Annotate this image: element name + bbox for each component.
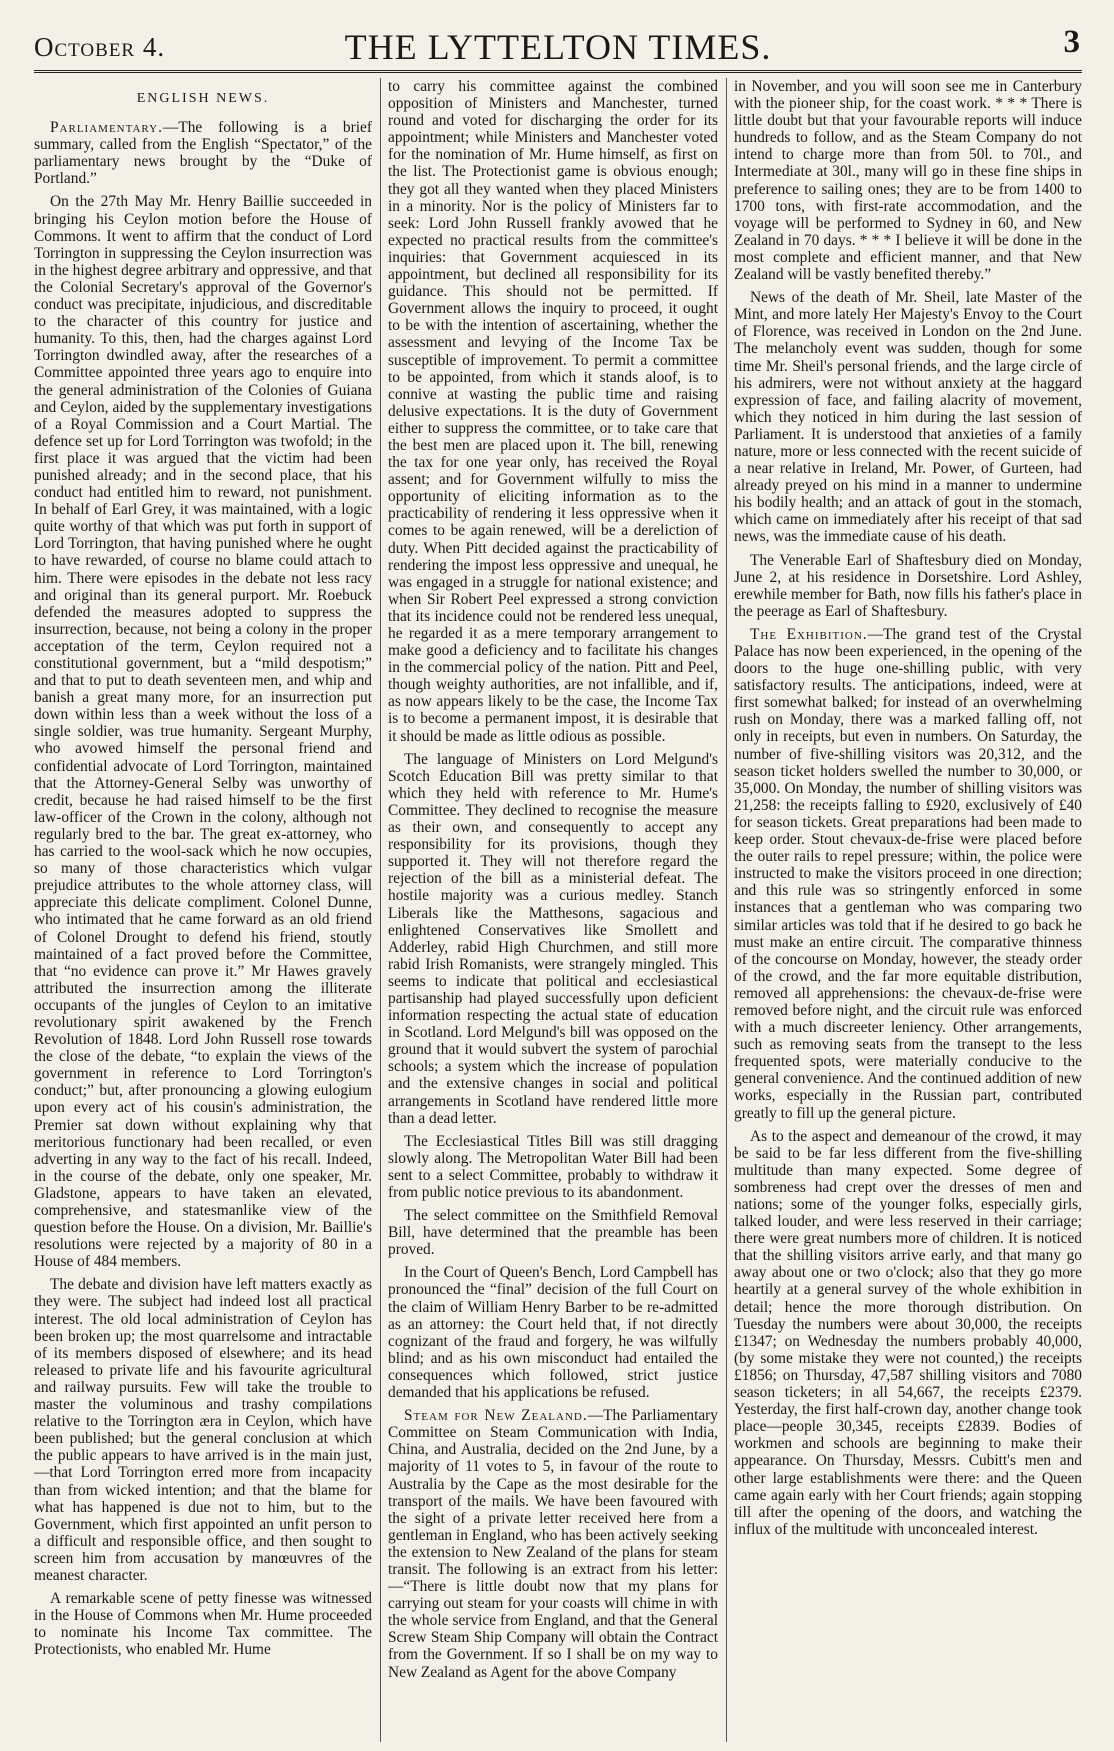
article-text: —The Parliamentary Committee on Steam Communication with India, China, and Australia, decided on the 2nd June, by a majority of 11 votes to 5, in favour of the route to Australia by the Cape as the most desirable for the transport of the mails. We have been favoured with the sight of a private letter received here from a gentleman in England, who has been actively seeking the extension to New Zealand of the plans for steam transit. The following is an extract from his letter:—“There is little doubt now that my plans for carrying out steam for your coasts will chime in with the whole service from England, and that the General Screw Steam Ship Company will obtain the Contract from the Government. If so I shall be on my way to New Zealand as Agent for the above Company bbox=[388, 1407, 718, 1681]
article-paragraph: The Ecclesiastical Titles Bill was still dragging slowly along. The Metropolitan Water Bill had been sent to a select Committee, probably to withdraw it from public notice previous to its abandonment. bbox=[388, 1132, 718, 1201]
article-paragraph: in November, and you will soon see me in Canterbury with the pioneer ship, for the coast work. * * * There is little doubt but that your favourable reports will induce hundreds to follow, and as the Steam Company do not intend to charge more than from 50l. to 70l., and Intermediate at 30l., many will go in these fine ships in preference to sailing ones; they are to be from 1400 to 1700 tons, with first-rate accommodation, and the voyage will be performed to Sydney in 60, and New Zealand in 70 days. * * * I believe it will be done in the most complete and efficient manner, and that New Zealand will be vastly benefited thereby.” bbox=[734, 78, 1082, 284]
article-paragraph bbox=[734, 626, 1082, 1122]
issue-date: October 4. bbox=[34, 32, 166, 62]
article-paragraph: to carry his committee against the combined opposition of Ministers and Manchester, turned round and voted for discharging the order for its appointment; while Ministers and Manchester voted for the nomination of Mr. Hume himself, as first on the list. The Protectionist game is obvious enough; they got all they wanted when they placed Ministers in a minority. Nor is the policy of Ministers far to seek: Lord John Russell frankly avowed that he expected no practical results from the committee's inquiries: that Government acquiesced in its appointment, but declined all responsibility for its guidance. This should not be permitted. If Government allows the inquiry to proceed, it ought to be with the intention of ascertaining, whether the assessment and levying of the Income Tax be susceptible of improvement. To permit a committee to be appointed, from which it stands aloof, is to connive at wasting the public time and raising delusive expectations. It is the duty of Government either to suppress the committee, or to take care that the best men are placed upon it. The bill, renewing the tax for one year only, has received the Royal assent; and for Government wilfully to miss the opportunity of eliciting information as to the practicability of rendering it less oppressive when it comes to be again renewed, will be a dereliction of duty. When Pitt decided against the practicability of rendering the impost less oppressive and unequal, he was engaged in a struggle for national existence; and when Sir Robert Peel expressed a strong conviction that its incidence could not be rendered less unequal, he regarded it as a mere temporary arrangement to make good a deficiency and to facilitate his changes in the commercial policy of the nation. Pitt and Peel, though weighty authorities, are not infallible, and if, as now appears likely to be the case, the Income Tax is to become a permanent impost, it is desirable that it should be made as little odious as possible. bbox=[388, 78, 718, 745]
article-text: —The following is a brief summary, called from the English “Spectator,” of the parliamentary news brought by the “Duke of Portland.” bbox=[34, 119, 372, 188]
article-paragraph: As to the aspect and demeanour of the crowd, it may be said to be far less different from the five-shilling multitude than many expected. Some degree of sombreness had crept over the dresses of men and nations; some of the younger folks, especially girls, talked louder, and were less reserved in their carriage; there were great numbers more of children. It is noticed that the shilling visitors arrive early, and that many go away about one or two o'clock; also that they go more heartily at a general survey of the whole exhibition in detail; hence the more thorough distribution. On Tuesday the numbers were about 30,000, the receipts £1347; on Wednesday the numbers probably 40,000, (by some mistake they were not counted,) the receipts £1856; on Thursday, 47,587 shilling visitors and 7080 season ticketers; in all 54,667, the receipts £2379. Yesterday, the first half-crown day, another change took place—people 30,345, receipts £2839. Bodies of workmen and schools are beginning to make their appearance. On Thursday, Messrs. Cubitt's men and other large establishments were there: and the Queen came again early with her Court friends; again stopping till after the opening of the doors, and watching the influx of the multitude with unconcealed interest. bbox=[734, 1127, 1082, 1538]
article-paragraph: A remarkable scene of petty finesse was witnessed in the House of Commons when Mr. Hume proceeded to nominate his Income Tax committee. The Protectionists, who enabled Mr. Hume bbox=[34, 1590, 372, 1659]
article-paragraph: On the 27th May Mr. Henry Baillie succeeded in bringing his Ceylon motion before the House of Commons. It went to affirm that the conduct of Lord Torrington in suppressing the Ceylon insurrection was in the highest degree arbitrary and oppressive, and that the Colonial Secretary's approval of the Governor's conduct was precipitate, injudicious, and discreditable to the character of this country for justice and humanity. To this, then, had the charges against Lord Torrington dwindled away, after the researches of a Committee appointed three years ago to enquire into the general administration of the Colonies of Guiana and Ceylon, aided by the supplementary investigations of a Royal Commission and a Court Martial. The defence set up for Lord Torrington was twofold; in the first place it was argued that the victim had been punished already; and in the second place, that his conduct had entitled him to reward, not punishment. In behalf of Earl Grey, it was maintained, with a logic quite worthy of that which was put forth in support of Lord Torrington, that having punished where he ought to have rewarded, of course no blame could attach to him. There were episodes in the debate not less racy and original than its general purport. Mr. Roebuck defended the measures adopted to suppress the insurrection, because, not being a colony in the proper acceptation of the term, Ceylon required not a constitutional government, but a “mild despotism;” and that to put to death seventeen men, and whip and banish a great many more, for an insurrection put down within less than a week without the loss of a single soldier, was true humanity. Sergeant Murphy, who avowed himself the personal friend and confidential advocate of Lord Torrington, maintained that the Attorney-General Selby was unworthy of credit, because he had raised himself to be the first law-officer of the Crown in the colony, although not regularly bred to the bar. The great ex-attorney, who has carried to the wool-sack which he now occupies, so many of those characteristics which vulgar prejudice attributes to the whole attorney class, will appreciate this delicate compliment. Colonel Dunne, who intimated that he came forward as an old friend of Colonel Drought to defend his friend, stoutly maintained of a fact proved before the Committee, that “no evidence can prove it.” Mr Hawes gravely attributed the insurrection among the illiterate occupants of the jungles of Ceylon to an imitative revolutionary spirit awakened by the French Revolution of 1848. Lord John Russell rose towards the close of the debate, “to explain the views of the government in reference to Lord Torrington's conduct;” but, after pronouncing a glowing eulogium upon every act of his cousin's administration, the Premier sat down without explaining why that meritorious functionary had been recalled, or even adverting in any way to the fact of his recall. Indeed, in the course of the debate, only one speaker, Mr. Gladstone, appears to have taken an elevated, comprehensive, and statesmanlike view of the question before the House. On a division, Mr. Baillie's resolutions were rejected by a majority of 80 in a House of 484 members. bbox=[34, 193, 372, 1271]
article-paragraph: The debate and division have left matters exactly as they were. The subject had indeed lost all practical interest. The old local administration of Ceylon has been broken up; the most quarrelsome and intractable of its members disposed of elsewhere; and its head released to private life and his favourite agricultural and railway pursuits. Few will take the trouble to master the voluminous and trashy compilations relative to the Torrington æra in Ceylon, which have been published; but the general conclusion at which the public appears to have arrived is in the main just,—that Lord Torrington erred more from incapacity than from wicked intention; and that the blame for what has happened is due not to him, but to the Government, which first appointed an unfit person to a difficult and responsible office, and then sought to screen him from accusation by manœuvres of the meanest character. bbox=[34, 1276, 372, 1584]
article-paragraph bbox=[388, 1407, 718, 1681]
column-3 bbox=[734, 78, 1082, 1742]
masthead bbox=[34, 26, 1082, 73]
article-lead: The Exhibition. bbox=[750, 625, 868, 643]
article-paragraph: In the Court of Queen's Bench, Lord Campbell has pronounced the “final” decision of the full Court on the claim of William Henry Barber to be re-admitted as an attorney: the Court held that, if not directly cognizant of the fraud and forgery, he was wilfully blind; and as his own misconduct had entailed the consequences which followed, strict justice demanded that his applications be refused. bbox=[388, 1264, 718, 1402]
article-paragraph bbox=[34, 119, 372, 187]
article-lead: Steam for New Zealand. bbox=[404, 1407, 588, 1425]
page-number: 3 bbox=[1063, 24, 1080, 60]
article-paragraph: The language of Ministers on Lord Melgund's Scotch Education Bill was pretty similar to that which they held with reference to Mr. Hume's Committee. They declined to recognise the measure as their own, and consequently to accept any responsibility for its provisions, though they supported it. They will not therefore regard the rejection of the bill as a ministerial defeat. The hostile majority was a curious medley. Stanch Liberals like the Matthesons, sagacious and enlightened Conservatives like Smollett and Adderley, rabid High Churchmen, and still more rabid Irish Romanists, were strangely mingled. This seems to indicate that political and ecclesiastical partisanship had played successfully upon deficient information respecting the actual state of education in Scotland. Lord Melgund's bill was opposed on the ground that it would subvert the system of parochial schools; a system which the increase of population and the extensive changes in social and political arrangements in Scotland have rendered little more than a dead letter. bbox=[388, 750, 718, 1127]
column-divider bbox=[726, 78, 727, 1742]
article-lead: Parliamentary. bbox=[50, 119, 163, 137]
section-heading: ENGLISH NEWS. bbox=[136, 91, 270, 106]
newspaper-title: THE LYTTELTON TIMES. bbox=[344, 27, 772, 67]
column-1 bbox=[34, 78, 372, 1742]
article-paragraph: News of the death of Mr. Sheil, late Master of the Mint, and more lately Her Majesty's Envoy to the Court of Florence, was received in London on the 2nd June. The melancholy event was sudden, though for some time Mr. Sheil's personal friends, and the large circle of his admirers, were not without anxiety at the haggard expression of face, and failing alacrity of movement, which they noticed in him during the last session of Parliament. It is understood that anxieties of a family nature, more or less connected with the recent suicide of a near relative in Ireland, Mr. Power, of Gurteen, had already preyed on his mind in a manner to undermine his bodily health; and an attack of gout in the stomach, which came on immediately after his receipt of that sad news, was the immediate cause of his death. bbox=[734, 289, 1082, 546]
column-2 bbox=[388, 78, 718, 1742]
article-text: —The grand test of the Crystal Palace has now been experienced, in the opening of the doors to the huge one-shilling public, with very satisfactory results. The anticipations, indeed, were at first somewhat balked; for instead of an overwhelming rush on Monday, there was a marked falling off, not only in receipts, but even in numbers. On Saturday, the number of five-shilling visitors was 20,312, and the season ticket holders swelled the number to 30,000, or 35,000. On Monday, the number of shilling visitors was 21,258: the receipts falling to £920, exclusively of £40 for season tickets. Great preparations had been made to keep order. Stout chevaux-de-frise were placed before the outer rails to repel pressure; within, the police were instructed to make the visitors proceed in one direction; and this rule was so stringently enforced in some instances that a gentleman who was comparing two similar articles was told that if he desired to go back he must make an entire circuit. The comparative thinness of the concourse on Monday, however, the steady order of the crowd, and the far more equitable distribution, removed all apprehensions: the chevaux-de-frise were removed before night, and the circuit rule was enforced with a much discreeter leniency. Other arrangements, such as removing seats from the transept to the less frequented spots, were materially conducive to the general convenience. And the continued addition of new works, especially in the Russian part, contributed greatly to fill up the general picture. bbox=[734, 625, 1082, 1122]
article-paragraph: The select committee on the Smithfield Removal Bill, have determined that the preamble has been proved. bbox=[388, 1207, 718, 1259]
article-paragraph: The Venerable Earl of Shaftesbury died on Monday, June 2, at his residence in Dorsetshire. Lord Ashley, erewhile member for Bath, now fills his father's place in the peerage as Earl of Shaftesbury. bbox=[734, 551, 1082, 620]
column-divider bbox=[380, 78, 381, 1742]
